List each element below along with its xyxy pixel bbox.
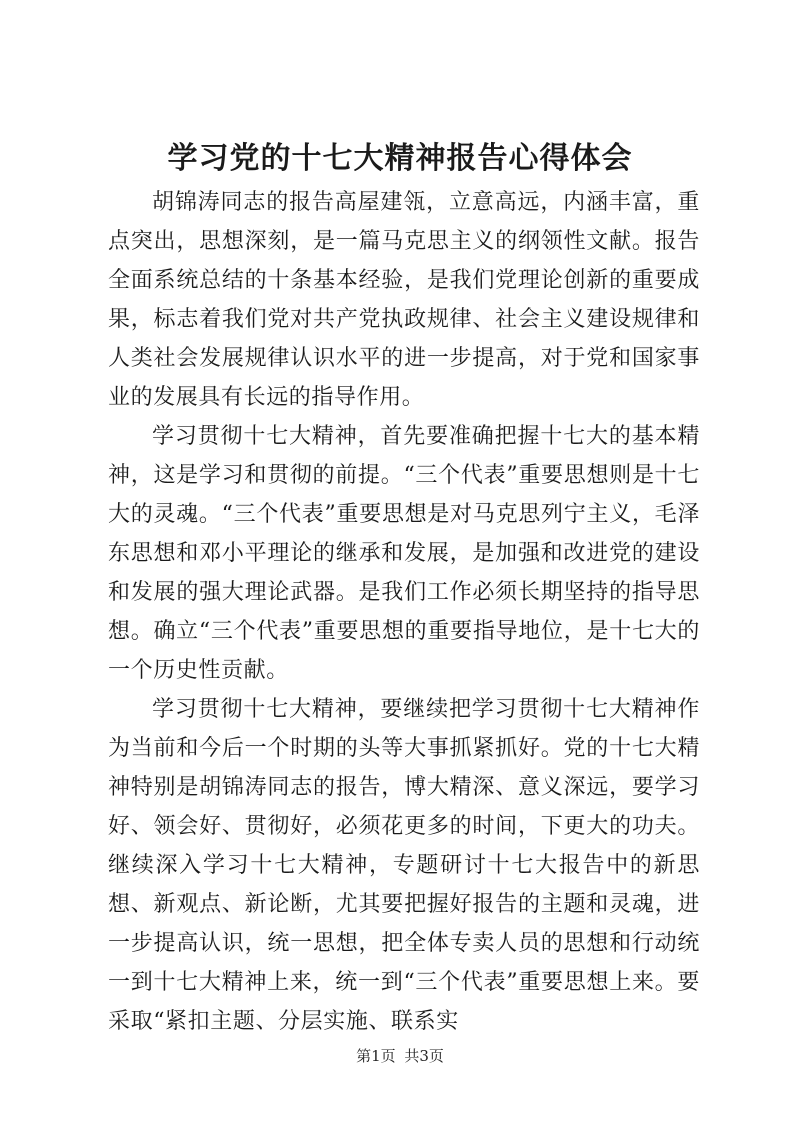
page-footer xyxy=(0,1046,800,1066)
document-title: 学习党的十七大精神报告心得体会 xyxy=(167,141,633,176)
paragraph-1: 胡锦涛同志的报告高屋建瓴，立意高远，内涵丰富，重点突出，思想深刻，是一篇马克思主义的纲领性文献。报告全面系统总结的十条基本经验，是我们党理论创新的重要成果，标志着我们党对共产党执政规律、社会主义建设规律和人类社会发展规律认识水平的进一步提高，对于党和国家事业的发展具有长远的指导作用。 xyxy=(108,190,700,410)
paragraph-3: 学习贯彻十七大精神，要继续把学习贯彻十七大精神作为当前和今后一个时期的头等大事抓紧抓好。党的十七大精神特别是胡锦涛同志的报告，博大精深、意义深远，要学习好、领会好、贯彻好，必须花更多的时间，下更大的功夫。继续深入学习十七大精神，专题研讨十七大报告中的新思想、新观点、新论断，尤其要把握好报告的主题和灵魂，进一步提高认识，统一思想，把全体专卖人员的思想和行动统一到十七大精神上来，统一到“三个代表”重要思想上来。要采取“紧扣主题、分层实施、联系实 xyxy=(108,697,700,1034)
document-body xyxy=(108,183,700,1041)
page-total: 共3页 xyxy=(404,1047,444,1065)
page-number: 第1页 xyxy=(356,1047,396,1065)
paragraph-2: 学习贯彻十七大精神，首先要准确把握十七大的基本精神，这是学习和贯彻的前提。“三个代表”重要思想则是十七大的灵魂。“三个代表”重要思想是对马克思列宁主义，毛泽东思想和邓小平理论的继承和发展，是加强和改进党的建设和发展的强大理论武器。是我们工作必须长期坚持的指导思想。确立“三个代表”重要思想的重要指导地位，是十七大的一个历史性贡献。 xyxy=(108,424,700,683)
